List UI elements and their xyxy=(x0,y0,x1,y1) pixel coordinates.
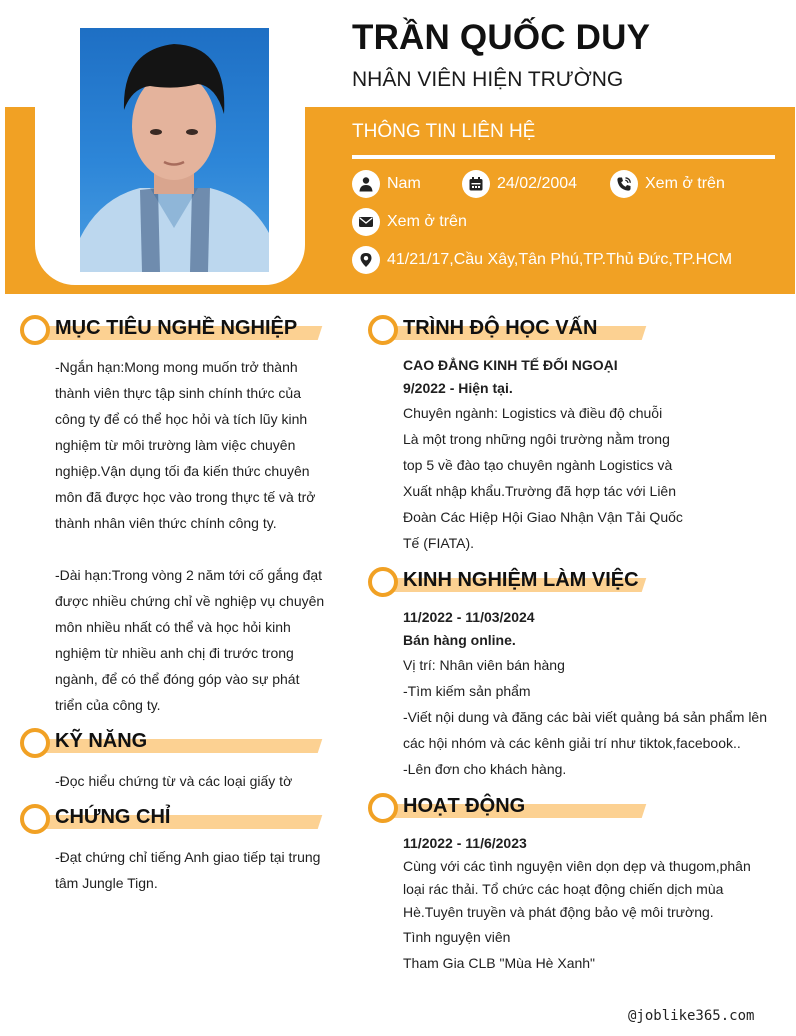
objective-line: -Dài hạn:Trong vòng 2 năm tới cố gắng đạt xyxy=(55,567,323,583)
objective-line: nghiệp.Vận dụng tối đa kiến thức chuyên xyxy=(55,463,310,479)
activities-block xyxy=(403,832,765,976)
contact-phone xyxy=(610,170,725,198)
activities-title: HOẠT ĐỘNG xyxy=(403,795,526,817)
contact-email xyxy=(352,208,467,236)
heading-circle-icon xyxy=(20,728,50,758)
candidate-role: NHÂN VIÊN HIỆN TRƯỜNG xyxy=(352,68,624,91)
objective-line: thành nhân viên thức chính công ty. xyxy=(55,515,277,531)
heading-circle-icon xyxy=(368,567,398,597)
candidate-name: TRẦN QUỐC DUY xyxy=(352,18,651,57)
email-icon xyxy=(352,208,380,236)
contact-gender xyxy=(352,170,421,198)
objective-line: -Ngắn hạn:Mong mong muốn trở thành xyxy=(55,359,298,375)
person-icon xyxy=(352,170,380,198)
education-school: CAO ĐẲNG KINH TẾ ĐỐI NGOẠI xyxy=(403,357,618,373)
experience-line: -Viết nội dung và đăng các bài viết quảng bá sản phẩm lên xyxy=(403,709,767,725)
phone-value: Xem ở trên xyxy=(645,175,725,192)
certificates-title: CHỨNG CHỈ xyxy=(55,806,171,828)
education-line: top 5 về đào tạo chuyên ngành Logistics và xyxy=(403,457,673,473)
certificates-text xyxy=(55,844,320,896)
skills-line: -Đọc hiểu chứng từ và các loại giấy tờ xyxy=(55,773,293,789)
education-period: 9/2022 - Hiện tại. xyxy=(403,380,513,396)
objective-line: thành viên thực tập sinh chính thức của xyxy=(55,385,302,401)
objective-line: nghiệm từ nhiều anh chị đi trước trong xyxy=(55,645,294,661)
experience-line: các hội nhóm và các kênh giải trí như tiktok,facebook.. xyxy=(403,735,741,751)
certificates-line: tâm Jungle Tign. xyxy=(55,875,158,891)
experience-period: 11/2022 - 11/03/2024 xyxy=(403,609,535,625)
objective-line: được nhiều chứng chỉ về nghiệp vụ chuyên xyxy=(55,593,325,609)
objective-line: triển của công ty. xyxy=(55,697,161,713)
email-value: Xem ở trên xyxy=(387,213,467,230)
paragraph-gap xyxy=(55,536,324,562)
education-line: Tế (FIATA). xyxy=(403,535,475,551)
contact-address xyxy=(352,246,732,274)
objective-line: ngành, để có thể đóng góp vào sự phát xyxy=(55,671,300,687)
objective-line: nghiệm từ môi trường làm việc chuyên xyxy=(55,437,296,453)
activities-club: Tham Gia CLB "Mùa Hè Xanh" xyxy=(403,955,596,971)
location-pin-icon xyxy=(352,246,380,274)
heading-circle-icon xyxy=(368,315,398,345)
education-block xyxy=(403,354,683,556)
objective-line: môn nhiều nhất có thể và học hỏi kinh xyxy=(55,619,291,635)
gender-value: Nam xyxy=(387,175,421,192)
education-line: Đoàn Các Hiệp Hội Giao Nhận Vận Tải Quốc xyxy=(403,509,683,525)
heading-circle-icon xyxy=(20,315,50,345)
education-title: TRÌNH ĐỘ HỌC VẤN xyxy=(403,317,598,339)
contact-divider xyxy=(352,155,775,159)
objective-line: môn đã được học vào trong thực tế và trở xyxy=(55,489,316,505)
activities-line: Hè.Tuyên truyền và phát động bảo vệ môi trường. xyxy=(403,904,714,920)
skills-text xyxy=(55,768,292,794)
birthday-value: 24/02/2004 xyxy=(497,175,578,192)
phone-icon xyxy=(610,170,638,198)
certificates-line: -Đạt chứng chỉ tiếng Anh giao tiếp tại trung xyxy=(55,849,321,865)
contact-title: THÔNG TIN LIÊN HỆ xyxy=(352,121,536,142)
heading-circle-icon xyxy=(20,804,50,834)
objective-title: MỤC TIÊU NGHỀ NGHIỆP xyxy=(55,317,298,339)
activities-period: 11/2022 - 11/6/2023 xyxy=(403,835,527,851)
contact-birthday xyxy=(462,170,577,198)
experience-block xyxy=(403,606,767,782)
activities-line: loại rác thải. Tổ chức các hoạt động chiến dịch mùa xyxy=(403,881,724,897)
activities-line: Cùng với các tình nguyện viên dọn dẹp và thugom,phân xyxy=(403,858,751,874)
education-line: Chuyên ngành: Logistics và điều độ chuỗi xyxy=(403,405,663,421)
objective-line: công ty để có thể học hỏi và tích lũy kinh xyxy=(55,411,308,427)
objective-text xyxy=(55,354,324,718)
experience-line: -Lên đơn cho khách hàng. xyxy=(403,761,567,777)
watermark: @joblike365.com xyxy=(628,1008,755,1024)
experience-line: Vị trí: Nhân viên bán hàng xyxy=(403,657,565,673)
profile-photo xyxy=(80,28,269,272)
experience-title: KINH NGHIỆM LÀM VIỆC xyxy=(403,569,639,591)
experience-company: Bán hàng online. xyxy=(403,632,516,648)
activities-role: Tình nguyện viên xyxy=(403,929,511,945)
address-value: 41/21/17,Cầu Xây,Tân Phú,TP.Thủ Đức,TP.HCM xyxy=(387,251,733,268)
heading-circle-icon xyxy=(368,793,398,823)
calendar-icon xyxy=(462,170,490,198)
experience-line: -Tìm kiếm sản phẩm xyxy=(403,683,531,699)
skills-title: KỸ NĂNG xyxy=(55,730,148,752)
education-line: Là một trong những ngôi trường nằm trong xyxy=(403,431,670,447)
education-line: Xuất nhập khẩu.Trường đã hợp tác với Liên xyxy=(403,483,676,499)
